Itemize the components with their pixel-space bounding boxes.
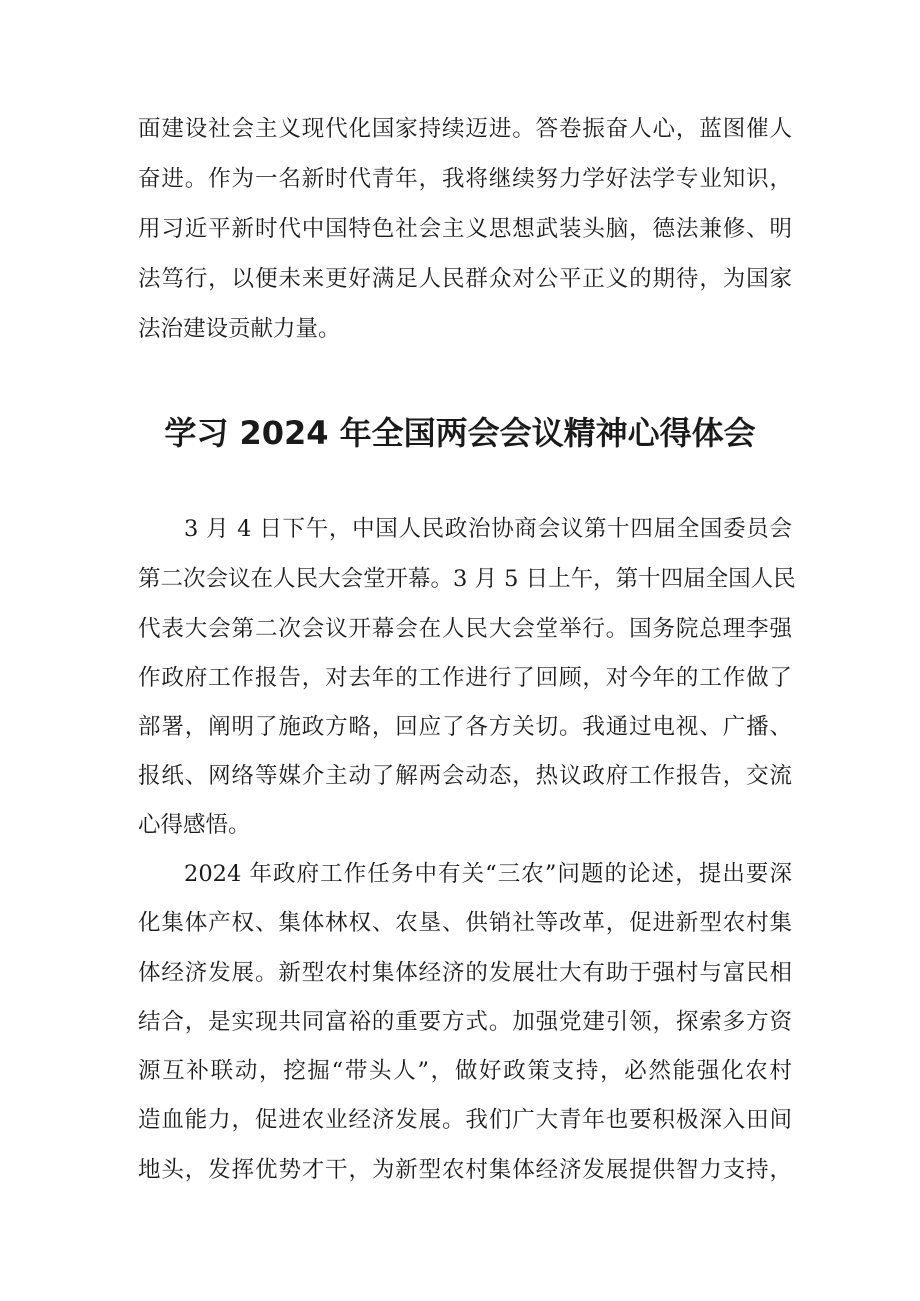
text-line: 化集体产权、集体林权、农垦、供销社等改革，促进新型农村集 — [138, 910, 792, 936]
text-line: 报纸、网络等媒介主动了解两会动态，热议政府工作报告，交流 — [138, 763, 792, 789]
text-line: 奋进。作为一名新时代青年，我将继续努力学好法学专业知识， — [138, 166, 792, 192]
text-line: 地头，发挥优势才干，为新型农村集体经济发展提供智力支持， — [138, 1157, 792, 1183]
text-line: 部署，阐明了施政方略，回应了各方关切。我通过电视、广播、 — [138, 714, 792, 740]
text-line: 结合，是实现共同富裕的重要方式。加强党建引领，探索多方资 — [138, 1009, 792, 1035]
text-line: 源互补联动，挖掘“带头人”，做好政策支持，必然能强化农村 — [138, 1058, 792, 1084]
text-line: 法笃行，以便未来更好满足人民群众对公平正义的期待，为国家 — [138, 266, 792, 292]
text-line: 心得感悟。 — [138, 812, 251, 838]
text-line: 作政府工作报告，对去年的工作进行了回顾，对今年的工作做了 — [138, 665, 792, 691]
text-line: 体经济发展。新型农村集体经济的发展壮大有助于强村与富民相 — [138, 960, 792, 986]
text-line: 代表大会第二次会议开幕会在人民大会堂举行。国务院总理李强 — [138, 616, 792, 642]
text-line: 第二次会议在人民大会堂开幕。3 月 5 日上午，第十四届全国人民 — [138, 566, 796, 592]
document-title: 学习 2024 年全国两会会议精神心得体会 — [164, 414, 756, 452]
text-line: 面建设社会主义现代化国家持续迈进。答卷振奋人心，蓝图催人 — [138, 116, 792, 142]
text-line: 3 月 4 日下午，中国人民政治协商会议第十四届全国委员会 — [184, 516, 792, 542]
text-line: 用习近平新时代中国特色社会主义思想武装头脑，德法兼修、明 — [138, 216, 792, 242]
text-line: 造血能力，促进农业经济发展。我们广大青年也要积极深入田间 — [138, 1107, 792, 1133]
text-line: 2024 年政府工作任务中有关“三农”问题的论述，提出要深 — [184, 861, 792, 887]
text-line: 法治建设贡献力量。 — [138, 316, 341, 342]
